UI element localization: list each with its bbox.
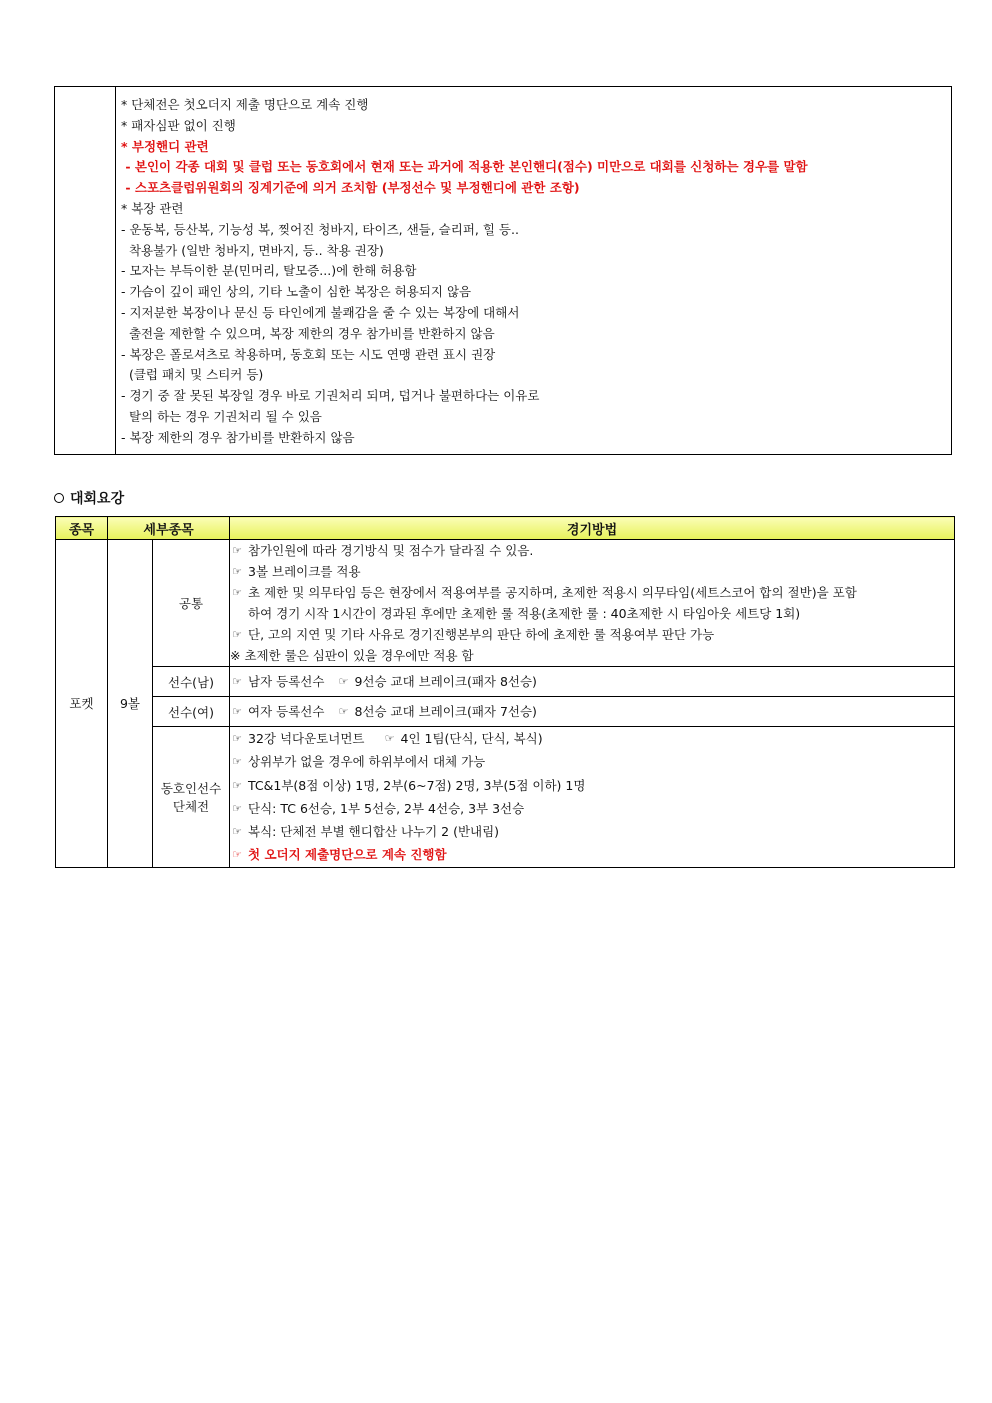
table-row-common: [56, 540, 955, 667]
pointing-hand-icon: ☞: [232, 565, 242, 578]
notes-label-cell: [55, 87, 116, 454]
male-rule-part1: 남자 등록선수: [248, 674, 325, 689]
note-line: - 복장 제한의 경우 참가비를 반환하지 않음: [121, 429, 355, 445]
team-rule-text: 첫 오더지 제출명단으로 계속 진행함: [248, 847, 447, 863]
team-rule-text: TC&1부(8점 이상) 1명, 2부(6~7점) 2명, 3부(5점 이하) 1명: [248, 777, 586, 793]
team-rules: [230, 727, 955, 868]
pointing-hand-icon: ☞: [232, 801, 242, 815]
note-line: (클럽 패치 및 스티커 등): [121, 367, 264, 383]
common-rule-text: 하여 경기 시작 1시간이 경과된 후에만 초제한 룰 적용(초제한 룰 : 40초제한 시 타임아웃 세트당 1회): [248, 606, 801, 621]
common-rules: [230, 540, 955, 667]
common-rule-line: [230, 603, 954, 624]
note-line: * 패자심판 없이 진행: [121, 117, 236, 133]
team-rule-line: [230, 774, 954, 797]
team-rule-line: [230, 750, 954, 773]
notes-box: [54, 86, 952, 455]
common-label: 공통: [153, 540, 230, 667]
header-method: 경기방법: [230, 517, 955, 540]
common-rule-text: ※ 초제한 룰은 심판이 있을 경우에만 적용 함: [230, 648, 474, 663]
header-sub-event: 세부종목: [108, 517, 230, 540]
team-label-line2: 단체전: [172, 798, 210, 814]
table-row-female: [56, 697, 955, 727]
pointing-hand-icon: ☞: [232, 586, 242, 599]
note-line: * 복장 관련: [121, 200, 184, 216]
pointing-hand-icon: ☞: [232, 628, 242, 641]
common-rule-line: [230, 540, 954, 561]
note-line: - 본인이 각종 대회 및 클럽 또는 동호회에서 현재 또는 과거에 적용한 본인핸디(점수) 미만으로 대회를 신청하는 경우를 말함: [121, 159, 808, 175]
common-rule-text: 3볼 브레이크를 적용: [248, 564, 361, 579]
team-rule-text: 복식: 단체전 부별 핸디합산 나누기 2 (반내림): [248, 824, 500, 840]
pointing-hand-icon: ☞: [232, 675, 242, 688]
team-rule-text: 단식: TC 6선승, 1부 5선승, 2부 4선승, 3부 3선승: [248, 800, 525, 816]
female-rule-part1: 여자 등록선수: [248, 704, 325, 719]
pointing-hand-icon: ☞: [384, 732, 395, 745]
note-line: - 모자는 부득이한 분(민머리, 탈모증...)에 한해 허용함: [121, 263, 417, 279]
event-cell: 포켓: [56, 540, 108, 868]
male-rules: [230, 667, 955, 697]
team-rule-line: [230, 820, 954, 843]
note-line: 탈의 하는 경우 기권처리 될 수 있음: [121, 408, 322, 424]
common-rule-line: [230, 582, 954, 603]
note-line: - 가슴이 깊이 패인 상의, 기타 노출이 심한 복장은 허용되지 않음: [121, 284, 472, 300]
pointing-hand-icon: ☞: [232, 732, 242, 745]
note-line: 착용불가 (일반 청바지, 면바지, 등.. 착용 권장): [121, 242, 384, 258]
pointing-hand-icon: ☞: [232, 544, 242, 557]
table-header-row: [56, 517, 955, 540]
team-rule-line: [230, 843, 954, 866]
team-label: [153, 727, 230, 868]
team-rule-first-part1: 32강 넉다운토너먼트: [248, 731, 365, 746]
rules-table: [55, 516, 955, 868]
pointing-hand-icon: ☞: [338, 705, 349, 718]
team-rule-first-part2: 4인 1팀(단식, 단식, 복식): [400, 731, 543, 746]
male-rule-part2: 9선승 교대 브레이크(패자 8선승): [354, 674, 537, 689]
note-line: * 부정핸디 관련: [121, 138, 209, 154]
section-heading: [54, 488, 124, 508]
common-rule-text: 참가인원에 따라 경기방식 및 점수가 달라질 수 있음.: [248, 543, 534, 558]
note-line: 출전을 제한할 수 있으며, 복장 제한의 경우 참가비를 반환하지 않음: [121, 325, 495, 341]
table-row-team: [56, 727, 955, 868]
section-title: 대회요강: [70, 491, 125, 507]
common-rule-line: [230, 561, 954, 582]
common-rule-text: 초 제한 및 의무타임 등은 현장에서 적용여부를 공지하며, 초제한 적용시 의무타임(세트스코어 합의 절반)을 포함: [248, 585, 857, 600]
pointing-hand-icon: ☞: [338, 675, 349, 688]
note-line: * 단체전은 첫오더지 제출 명단으로 계속 진행: [121, 97, 369, 112]
pointing-hand-icon: ☞: [232, 848, 242, 862]
pointing-hand-icon: ☞: [232, 755, 242, 769]
circle-bullet-icon: [54, 493, 64, 503]
pointing-hand-icon: ☞: [232, 825, 242, 839]
note-line: - 경기 중 잘 못된 복장일 경우 바로 기권처리 되며, 덥거나 불편하다는 이유로: [121, 388, 540, 404]
note-line: - 복장은 폴로셔츠로 착용하며, 동호회 또는 시도 연맹 관련 표시 권장: [121, 346, 496, 362]
sub-event-cell: 9볼: [108, 540, 153, 868]
pointing-hand-icon: ☞: [232, 705, 242, 718]
common-rule-line: [230, 624, 954, 645]
male-label: 선수(남): [153, 667, 230, 697]
team-label-line1: 동호인선수: [160, 780, 222, 796]
team-rule-line: [230, 797, 954, 820]
table-row-male: [56, 667, 955, 697]
notes-content: [116, 87, 951, 454]
note-line: - 스포츠클럽위원회의 징계기준에 의거 조치함 (부정선수 및 부정핸디에 관한 조항): [121, 180, 580, 196]
female-rule-part2: 8선승 교대 브레이크(패자 7선승): [354, 704, 537, 719]
female-rules: [230, 697, 955, 727]
header-event: 종목: [56, 517, 108, 540]
common-rule-line: [230, 645, 954, 666]
common-rule-text: 단, 고의 지연 및 기타 사유로 경기진행본부의 판단 하에 초제한 룰 적용여부 판단 가능: [248, 627, 715, 642]
pointing-hand-icon: ☞: [232, 778, 242, 792]
female-label: 선수(여): [153, 697, 230, 727]
note-line: - 운동복, 등산복, 기능성 복, 찢어진 청바지, 타이즈, 샌들, 슬리퍼, 힐 등..: [121, 221, 519, 237]
team-rule-text: 상위부가 없을 경우에 하위부에서 대체 가능: [248, 754, 486, 770]
note-line: - 지저분한 복장이나 문신 등 타인에게 불쾌감을 줄 수 있는 복장에 대해서: [121, 304, 520, 320]
